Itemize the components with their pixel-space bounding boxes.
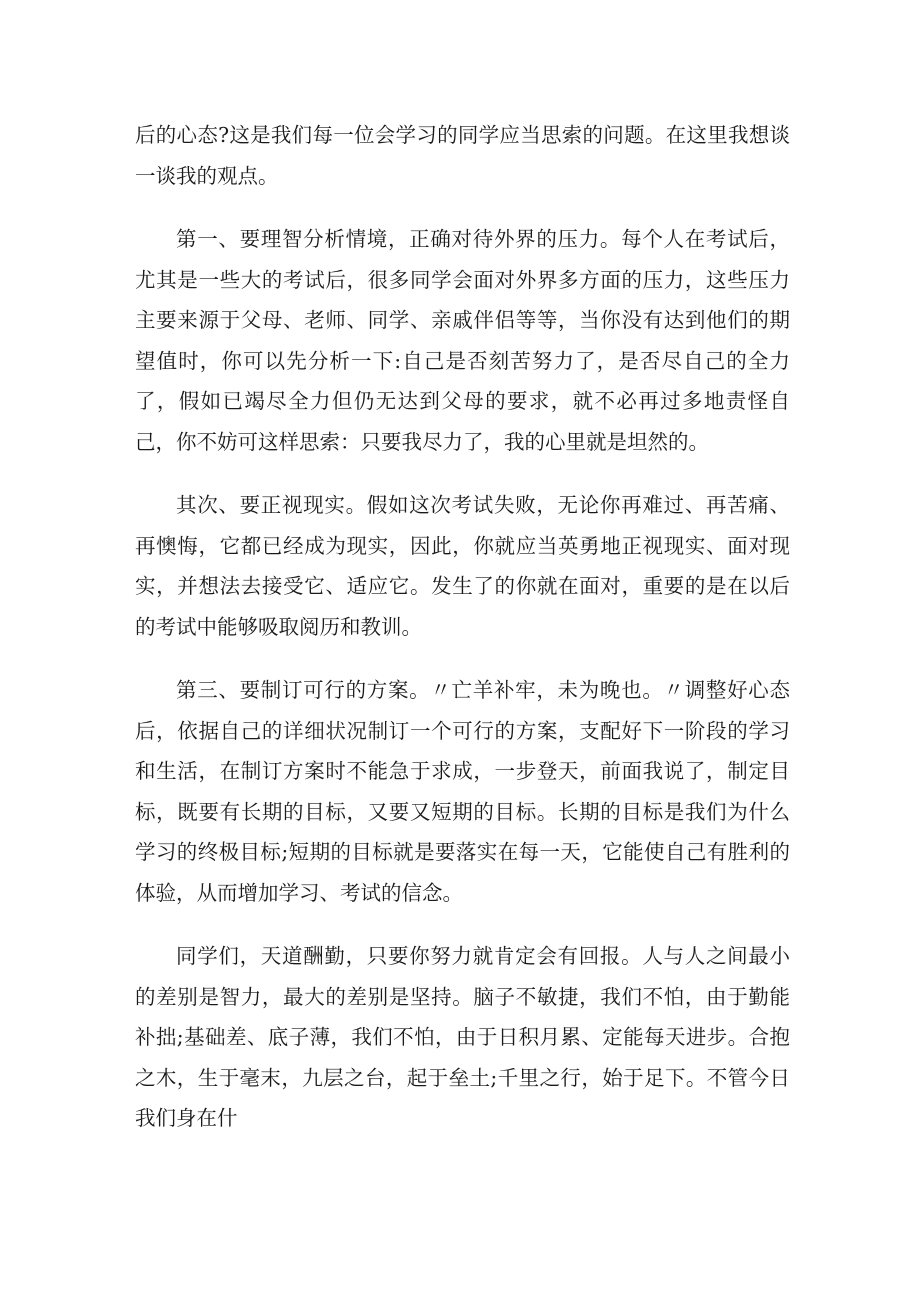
document-body: [135, 115, 790, 1162]
paragraph-5: 同学们，天道酬勤，只要你努力就肯定会有回报。人与人之间最小的差别是智力，最大的差别是坚持。脑子不敏捷，我们不怕，由于勤能补拙;基础差、底子薄，我们不怕，由于日积月累、定能每天进步。合抱之木，生于毫末，九层之台，起于垒土;千里之行，始于足下。不管今日我们身在什: [135, 944, 790, 1130]
paragraph-1: 后的心态?这是我们每一位会学习的同学应当思索的问题。在这里我想谈一谈我的观点。: [135, 123, 790, 188]
paragraph-3: 其次、要正视现实。假如这次考试失败，无论你再难过、再苦痛、再懊悔，它都已经成为现实，因此，你就应当英勇地正视现实、面对现实，并想法去接受它、适应它。发生了的你就在面对，重要的是在以后的考试中能够吸取阅历和教训。: [135, 493, 790, 639]
paragraph-4: 第三、要制订可行的方案。〃亡羊补牢，未为晚也。〃调整好心态后，依据自己的详细状况制订一个可行的方案，支配好下一阶段的学习和生活，在制订方案时不能急于求成，一步登天，前面我说了，制定目标，既要有长期的目标，又要又短期的目标。长期的目标是我们为什么学习的终极目标;短期的目标就是要落实在每一天，它能使自己有胜利的体验，从而增加学习、考试的信念。: [135, 678, 790, 905]
paragraph-2: 第一、要理智分析情境，正确对待外界的压力。每个人在考试后，尤其是一些大的考试后，很多同学会面对外界多方面的压力，这些压力主要来源于父母、老师、同学、亲戚伴侣等等，当你没有达到他们的期望值时，你可以先分析一下:自己是否刻苦努力了，是否尽自己的全力了，假如已竭尽全力但仍无达到父母的要求，就不必再过多地责怪自己，你不妨可这样思索：只要我尽力了，我的心里就是坦然的。: [135, 227, 790, 454]
